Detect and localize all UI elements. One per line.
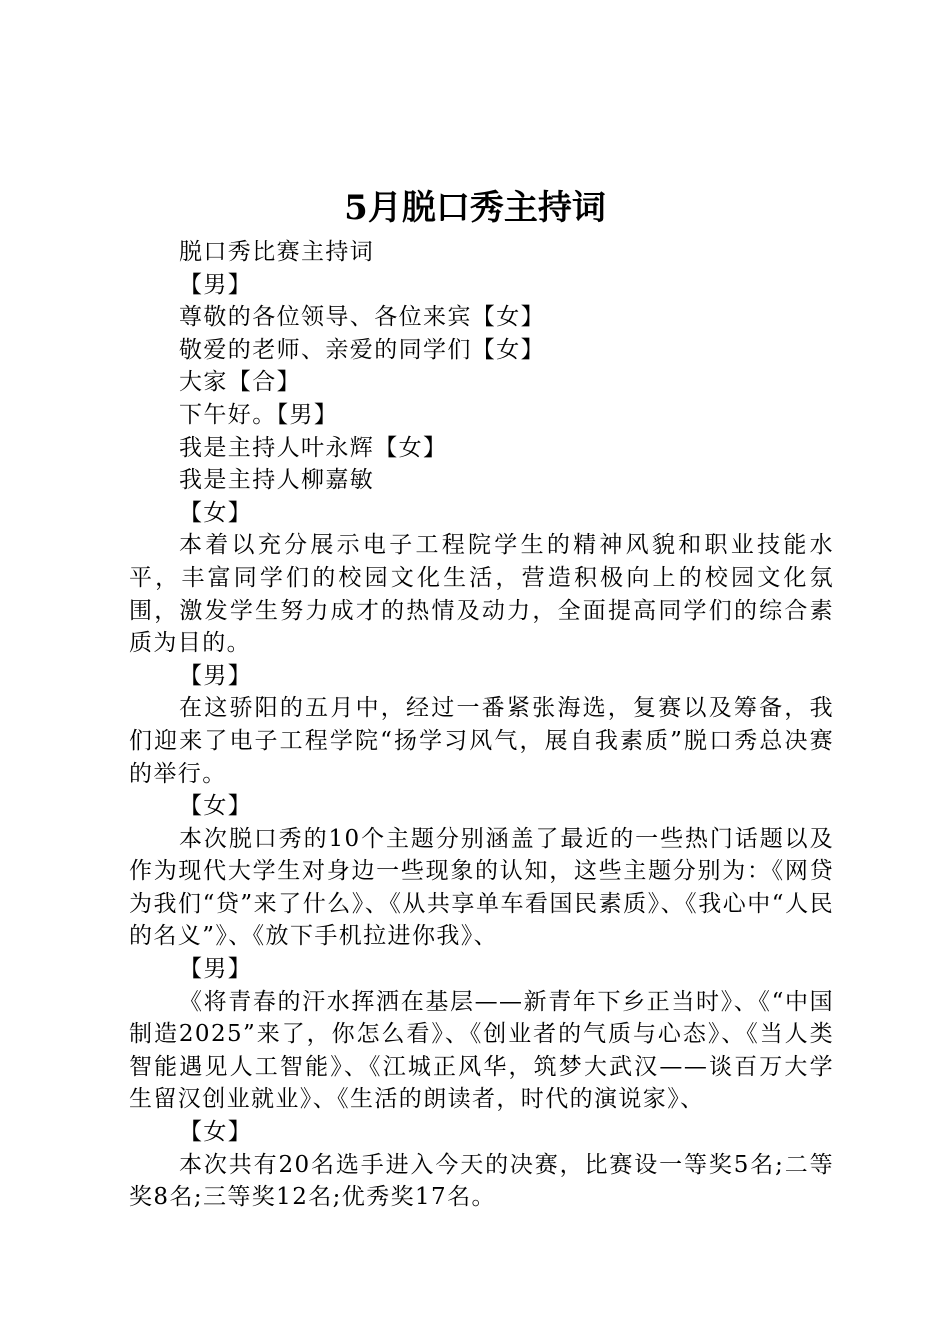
paragraph-speaker-tag: 【女】 <box>179 499 253 526</box>
paragraph-text: 本次脱口秀的10个主题分别涵盖了最近的一些热门话题以及作为现代大学生对身边一些现象的认知，这些主题分别为：《网贷为我们“贷”来了什么》、《从共享单车看国民素质》、《我心中“人民的名义”》、《放下手机拉进你我》、 <box>129 825 834 950</box>
paragraph-text: 本着以充分展示电子工程院学生的精神风貌和职业技能水平，丰富同学们的校园文化生活，营造积极向上的校园文化氛围，激发学生努力成才的热情及动力，全面提高同学们的综合素质为目的。 <box>129 532 834 657</box>
paragraph-line: 尊敬的各位领导、各位来宾【女】 <box>179 304 545 331</box>
paragraph-line: 我是主持人柳嘉敏 <box>179 467 375 494</box>
paragraph-speaker-tag: 【男】 <box>179 271 253 298</box>
paragraph-text: 本次共有20名选手进入今天的决赛，比赛设一等奖5名;二等奖8名;三等奖12名;优秀奖17名。 <box>129 1151 834 1211</box>
paragraph-speaker-tag: 【男】 <box>179 662 253 689</box>
paragraph-text: 《将青春的汗水挥洒在基层——新青年下乡正当时》、《“中国制造2025”来了，你怎么看》、《创业者的气质与心态》、《当人类智能遇见人工智能》、《江城正风华，筑梦大武汉——谈百万大学生留汉创业就业》、《生活的朗读者，时代的演说家》、 <box>129 988 834 1113</box>
paragraph-speaker-tag: 【女】 <box>179 793 253 820</box>
document-body <box>129 236 834 1214</box>
document-title: 5月脱口秀主持词 <box>344 188 606 228</box>
paragraph-speaker-tag: 【男】 <box>179 956 253 983</box>
paragraph-line: 下午好。【男】 <box>179 401 339 428</box>
paragraph-line: 大家【合】 <box>179 369 301 396</box>
paragraph-speaker-tag: 【女】 <box>179 1119 253 1146</box>
paragraph-subtitle: 脱口秀比赛主持词 <box>179 239 375 265</box>
paragraph-text: 在这骄阳的五月中，经过一番紧张海选，复赛以及筹备，我们迎来了电子工程学院“扬学习风气，展自我素质”脱口秀总决赛的举行。 <box>129 695 834 787</box>
paragraph-line: 我是主持人叶永辉【女】 <box>179 434 448 461</box>
paragraph-line: 敬爱的老师、亲爱的同学们【女】 <box>179 336 545 363</box>
